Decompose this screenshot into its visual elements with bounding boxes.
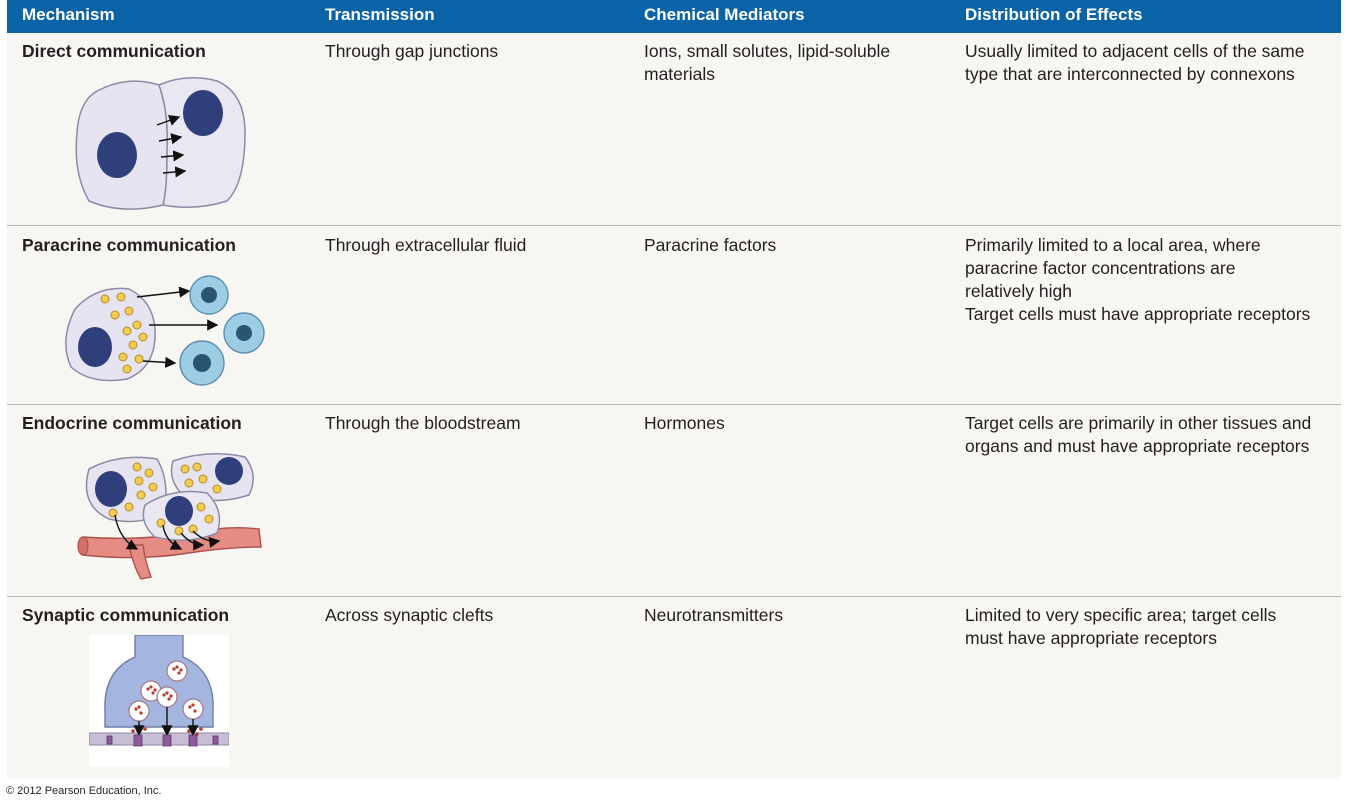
header-distribution: Distribution of Effects: [965, 5, 1143, 24]
mediators-text: [644, 234, 776, 257]
table-row-synaptic: [7, 597, 1341, 779]
distribution-line: Target cells are primarily in other tissues and: [965, 413, 1312, 433]
distribution-line: must have appropriate receptors: [965, 628, 1217, 648]
mediators-text: [644, 604, 783, 627]
synapse-icon: [89, 635, 229, 767]
table-header: [7, 0, 1341, 33]
mechanism-label: Paracrine communication: [22, 235, 236, 255]
distribution-text: [965, 234, 1310, 326]
header-transmission: Transmission: [325, 5, 435, 24]
header-mechanism: Mechanism: [22, 5, 115, 24]
mediators-text: [644, 412, 725, 435]
transmission-text: Through extracellular fluid: [325, 235, 527, 255]
row-divider: [7, 225, 1341, 226]
transmission-text: Across synaptic clefts: [325, 605, 494, 625]
distribution-line: paracrine factor concentrations are: [965, 258, 1236, 278]
endocrine-bloodstream-icon: [69, 449, 269, 589]
table-row-endocrine: [7, 405, 1341, 596]
table-row-paracrine: [7, 227, 1341, 404]
mediators-line: materials: [644, 64, 715, 84]
distribution-line: organs and must have appropriate receptors: [965, 436, 1310, 456]
transmission-text: Through gap junctions: [325, 41, 499, 61]
distribution-line: Usually limited to adjacent cells of the same: [965, 41, 1305, 61]
distribution-line: Limited to very specific area; target cells: [965, 605, 1277, 625]
distribution-line: relatively high: [965, 281, 1072, 301]
paracrine-cells-icon: [57, 271, 267, 391]
mechanism-label: Direct communication: [22, 41, 206, 61]
transmission-text: Through the bloodstream: [325, 413, 521, 433]
mediators-text: [644, 40, 890, 86]
distribution-line: type that are interconnected by connexons: [965, 64, 1295, 84]
mechanism-label: Endocrine communication: [22, 413, 242, 433]
mediators-line: Paracrine factors: [644, 235, 777, 255]
table-row-direct: [7, 33, 1341, 226]
copyright-notice: © 2012 Pearson Education, Inc.: [6, 785, 162, 797]
header-chemical-mediators: Chemical Mediators: [644, 5, 805, 24]
distribution-text: [965, 40, 1304, 86]
mediators-line: Hormones: [644, 413, 725, 433]
communication-table: [7, 0, 1341, 779]
mediators-line: Neurotransmitters: [644, 605, 784, 625]
distribution-text: [965, 412, 1311, 458]
distribution-text: [965, 604, 1276, 650]
distribution-line: Target cells must have appropriate receptors: [965, 304, 1311, 324]
gap-junction-cells-icon: [67, 73, 257, 213]
distribution-line: Primarily limited to a local area, where: [965, 235, 1261, 255]
mediators-line: Ions, small solutes, lipid-soluble: [644, 41, 891, 61]
mechanism-label: Synaptic communication: [22, 605, 230, 625]
